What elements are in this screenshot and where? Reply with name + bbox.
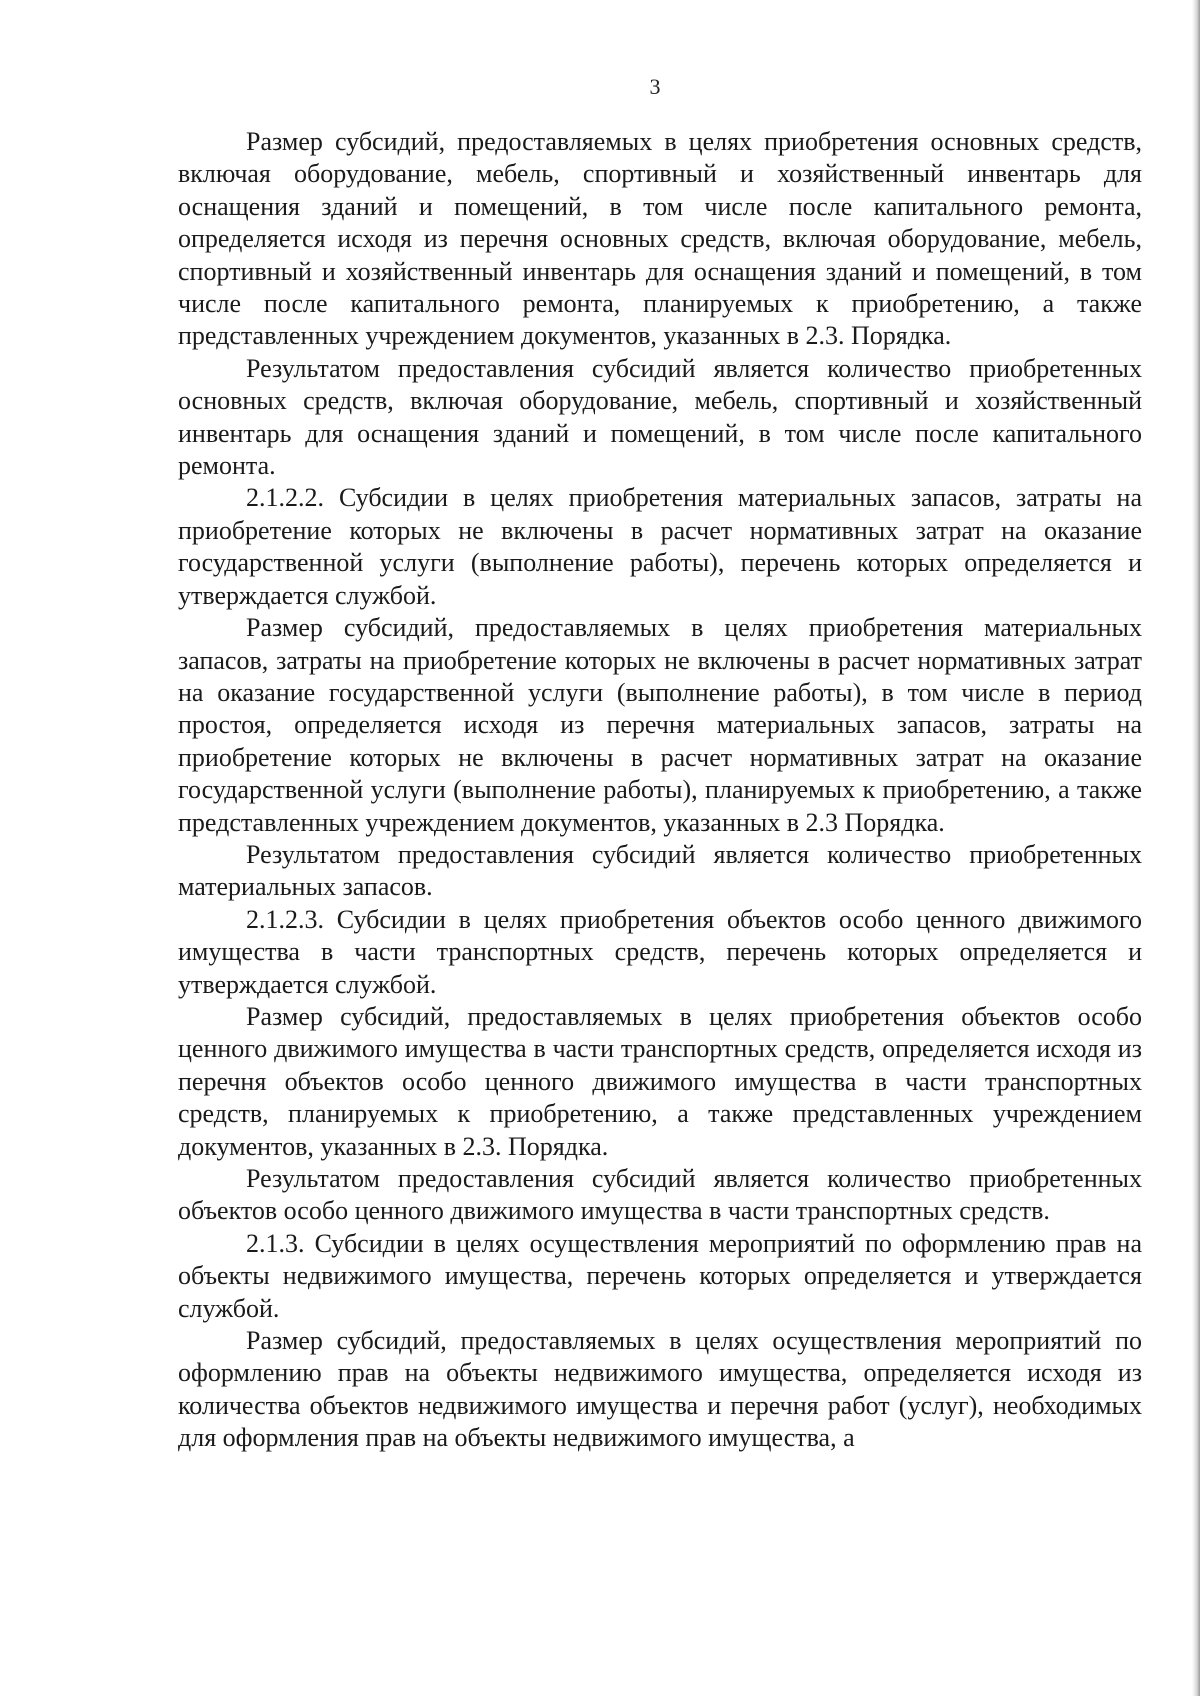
paragraph-result-material-stocks: Результатом предоставления субсидий является количество приобретенных материальных запасов. [178,839,1142,902]
paragraph-subsidy-size-vehicles: Размер субсидий, предоставляемых в целях приобретения объектов особо ценного движимого имущества в части транспортных средств, определяется исходя из перечня объектов особо ценного движимого имущества в части транспортных средств, планируемых к приобретению, а также представленных учреждением документов, указанных в 2.3. Порядка. [178,1001,1142,1161]
page-edge-shadow [1192,0,1200,1696]
paragraph-result-vehicles: Результатом предоставления субсидий является количество приобретенных объектов особо ценного движимого имущества в части транспортных средств. [178,1164,1142,1226]
paragraph-clause-2-1-2-2: 2.1.2.2. Субсидии в целях приобретения материальных запасов, затраты на приобретение которых не включены в расчет нормативных затрат на оказание государственной услуги (выполнение работы), перечень которых определяется и утверждается службой. [178,483,1142,610]
document-body [178,126,1142,1455]
paragraph-subsidy-size-material-stocks: Размер субсидий, предоставляемых в целях приобретения материальных запасов, затраты на приобретение которых не включены в расчет нормативных затрат на оказание государственной услуги (выполнение работы), в том числе в период простоя, определяется исходя из перечня материальных запасов, затраты на приобретение которых не включены в расчет нормативных затрат на оказание государственной услуги (выполнение работы), планируемых к приобретению, а также представленных учреждением документов, указанных в 2.3 Порядка. [178,613,1142,837]
paragraph-result-fixed-assets: Результатом предоставления субсидий является количество приобретенных основных средств, включая оборудование, мебель, спортивный и хозяйственный инвентарь для оснащения зданий и помещений, в том числе после капитального ремонта. [178,353,1142,481]
paragraph-subsidy-size-fixed-assets: Размер субсидий, предоставляемых в целях приобретения основных средств, включая оборудование, мебель, спортивный и хозяйственный инвентарь для оснащения зданий и помещений, в том числе после капитального ремонта, определяется исходя из перечня основных средств, включая оборудование, мебель, спортивный и хозяйственный инвентарь для оснащения зданий и помещений, в том числе после капитального ремонта, планируемых к приобретению, а также представленных учреждением документов, указанных в 2.3. Порядка. [178,127,1142,351]
paragraph-clause-2-1-2-3: 2.1.2.3. Субсидии в целях приобретения объектов особо ценного движимого имущества в части транспортных средств, перечень которых определяется и утверждается службой. [178,904,1142,999]
paragraph-clause-2-1-3: 2.1.3. Субсидии в целях осуществления мероприятий по оформлению прав на объекты недвижимого имущества, перечень которых определяется и утверждается службой. [178,1228,1142,1323]
page-number: 3 [649,74,661,99]
paragraph-subsidy-size-property-rights: Размер субсидий, предоставляемых в целях осуществления мероприятий по оформлению прав на объекты недвижимого имущества, определяется исходя из количества объектов недвижимого имущества и перечня работ (услуг), необходимых для оформления прав на объекты недвижимого имущества, а [178,1326,1142,1453]
